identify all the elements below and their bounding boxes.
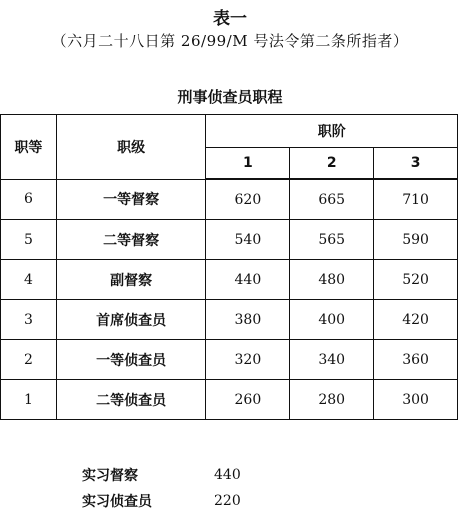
trainee-grade-label: 实习侦查员	[82, 494, 152, 510]
step-3-cell: 420	[374, 300, 458, 340]
step-1-cell: 620	[206, 179, 290, 220]
trainee-grade-label: 实习督察	[82, 468, 138, 484]
header-step-group: 职阶	[206, 115, 458, 148]
header-step-3: 3	[374, 148, 458, 180]
step-1-cell: 440	[206, 260, 290, 300]
table-row	[1, 260, 458, 300]
step-3-cell: 590	[374, 220, 458, 260]
trainee-list	[82, 462, 241, 514]
step-2-cell: 400	[290, 300, 374, 340]
rank-cell: 4	[1, 260, 57, 300]
step-2-cell: 480	[290, 260, 374, 300]
list-item	[82, 488, 241, 514]
document-subtitle: （六月二十八日第 26/99/M 号法令第二条所指者）	[51, 32, 409, 50]
step-2-cell: 665	[290, 179, 374, 220]
salary-table	[0, 114, 458, 420]
rank-cell: 6	[1, 179, 57, 220]
document-title: 表一	[213, 9, 247, 29]
table-title: 刑事侦查员职程	[177, 88, 283, 106]
grade-cell: 副督察	[56, 260, 206, 300]
header-rank: 职等	[1, 115, 57, 180]
rank-cell: 5	[1, 220, 57, 260]
step-3-cell: 360	[374, 340, 458, 380]
step-3-cell: 520	[374, 260, 458, 300]
rank-cell: 3	[1, 300, 57, 340]
table-row	[1, 220, 458, 260]
table-row	[1, 179, 458, 220]
step-2-cell: 280	[290, 380, 374, 420]
rank-cell: 1	[1, 380, 57, 420]
list-item	[82, 462, 241, 488]
step-1-cell: 320	[206, 340, 290, 380]
rank-cell: 2	[1, 340, 57, 380]
table-row	[1, 300, 458, 340]
grade-cell: 一等侦查员	[56, 340, 206, 380]
step-2-cell: 565	[290, 220, 374, 260]
step-1-cell: 540	[206, 220, 290, 260]
grade-cell: 首席侦查员	[56, 300, 206, 340]
grade-cell: 二等侦查员	[56, 380, 206, 420]
grade-cell: 一等督察	[56, 179, 206, 220]
step-2-cell: 340	[290, 340, 374, 380]
header-step-2: 2	[290, 148, 374, 180]
header-step-1: 1	[206, 148, 290, 180]
step-3-cell: 300	[374, 380, 458, 420]
grade-cell: 二等督察	[56, 220, 206, 260]
step-3-cell: 710	[374, 179, 458, 220]
step-1-cell: 260	[206, 380, 290, 420]
table-row	[1, 340, 458, 380]
step-1-cell: 380	[206, 300, 290, 340]
header-grade: 职级	[56, 115, 206, 180]
table-row	[1, 380, 458, 420]
trainee-grade-value: 220	[214, 493, 241, 509]
trainee-grade-value: 440	[214, 467, 241, 483]
